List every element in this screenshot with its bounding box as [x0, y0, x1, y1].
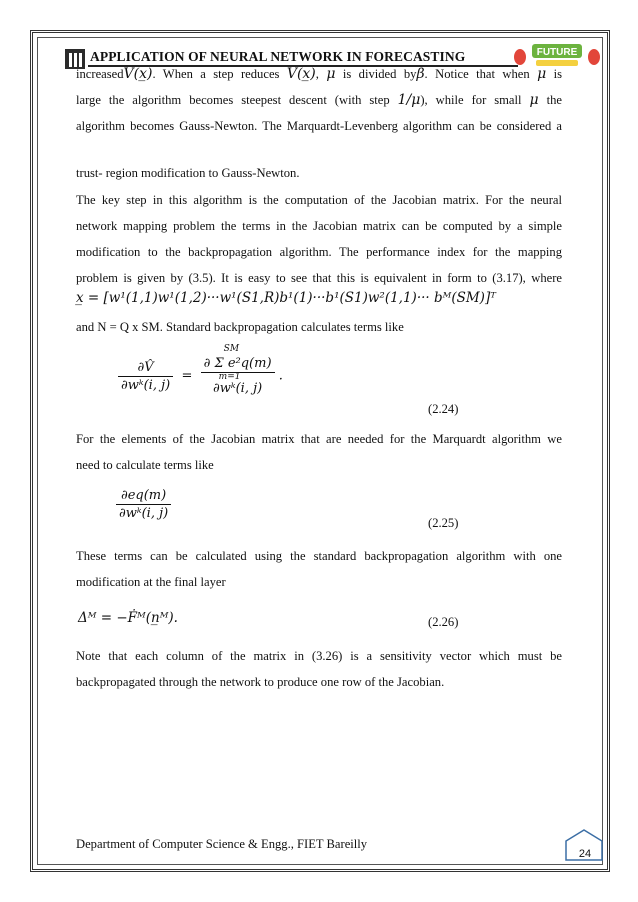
para1-line2: large the algorithm becomes steepest descent (with step 1/μ), while for small μ the — [76, 92, 562, 108]
symbol-step: 1/μ — [397, 92, 421, 108]
para6-line1: Note that each column of the matrix in (3.26) is a sensitivity vector which must be — [76, 649, 562, 663]
header-title: APPLICATION OF NEURAL NETWORK IN FORECASTING — [90, 49, 466, 64]
eqnum-2-25: (2.25) — [428, 516, 459, 530]
para4-line1: For the elements of the Jacobian matrix that are needed for the Marquardt algorithm we — [76, 432, 562, 446]
para1-line4: trust- region modification to Gauss-Newton. — [76, 166, 300, 180]
para2-line1: The key step in this algorithm is the computation of the Jacobian matrix. For the neural — [76, 193, 562, 207]
symbol-beta: β — [416, 66, 425, 82]
footer-department: Department of Computer Science & Engg., FIET Bareilly — [76, 837, 368, 851]
equation-2-26: Δᴹ = −Ḟᴹ(n̲ᴹ). — [78, 610, 178, 626]
para2-line4: problem is given by (3.5). It is easy to see that this is equivalent in form to (3.17), where — [76, 271, 562, 285]
para6-line2: backpropagated through the network to produce one row of the Jacobian. — [76, 675, 445, 689]
sum-bottom: m=1 — [218, 372, 241, 382]
para4-line2: need to calculate terms like — [76, 458, 214, 472]
para5-line1: These terms can be calculated using the standard backpropagation algorithm with one — [76, 549, 562, 563]
symbol-Vx: V(x̲) — [123, 66, 153, 82]
eqnum-2-26: (2.26) — [428, 615, 459, 629]
page-number: 24 — [578, 848, 592, 860]
sum-top: SM — [223, 344, 240, 354]
para3: and N = Q x SM. Standard backpropagation calculates terms like — [76, 320, 404, 334]
para2-line3: modification to the backpropagation algorithm. The performance index for the mapping — [76, 245, 562, 259]
eqnum-2-24: (2.24) — [428, 402, 459, 416]
page-border-inner — [37, 37, 603, 865]
symbol-mu: μ — [537, 66, 547, 82]
equation-2-25: $\frac{\partial eq(m)}{\text{∂wᵏ(i, j)}}$ — [116, 488, 171, 521]
future-logo-text: FUTURE — [536, 47, 578, 58]
para1-line1: increasedV(x̲). When a step reduces V(x̲), μ is divided byβ. Notice that when μ is — [76, 66, 562, 82]
para2-line2: network mapping problem the terms in the Jacobian matrix can be computed by a simple — [76, 219, 562, 233]
equation-2-24: $\frac{\partial V̂}{\text{∂wᵏ(i, j)}}$ = SM ∂ Σ e²q(m) m=1 ∂wᵏ(i, j) . — [118, 356, 283, 396]
equation-x-vector: x̲ = [w¹(1,1)w¹(1,2)···w¹(S1,R)b¹(1)···b¹(S1)w²(1,1)··· bᴹ(SM)]ᵀ — [76, 290, 496, 306]
para5-line2: modification at the final layer — [76, 575, 226, 589]
para1-line3: algorithm becomes Gauss-Newton. The Marquardt-Levenberg algorithm can be considered a — [76, 119, 562, 133]
